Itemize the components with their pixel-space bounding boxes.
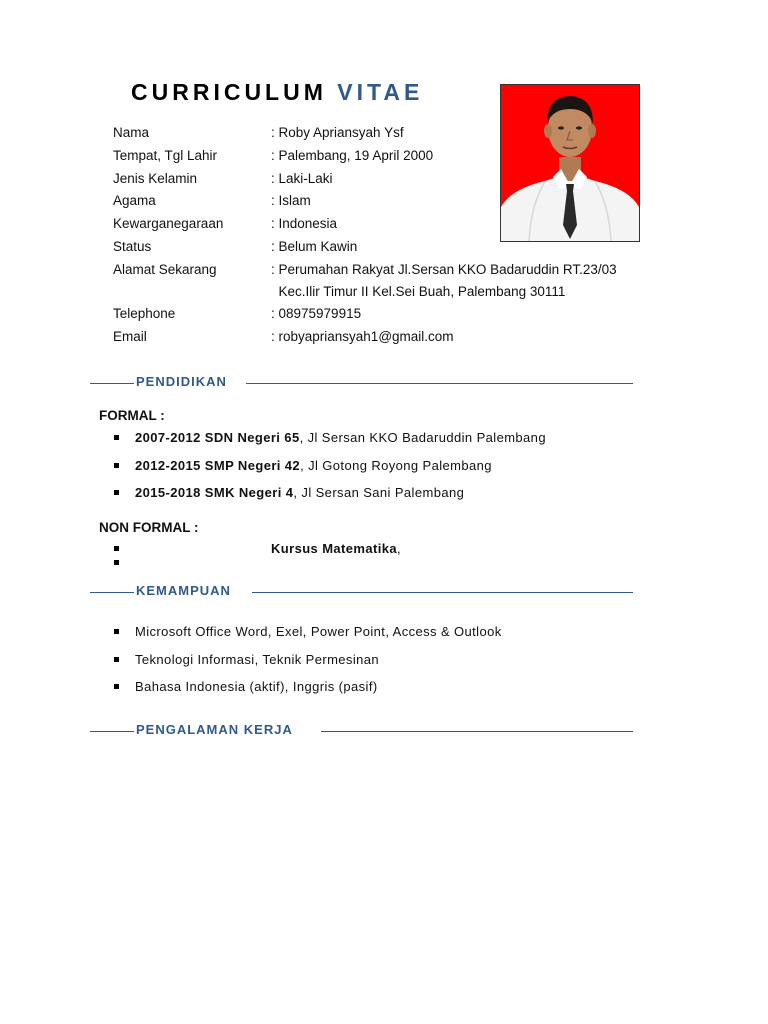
title-part-1: CURRICULUM <box>131 79 338 105</box>
item-text: , Jl Sersan Sani Palembang <box>293 485 465 500</box>
item-text: , Jl Sersan KKO Badaruddin Palembang <box>299 430 546 445</box>
section-divider <box>246 383 633 384</box>
info-label: Jenis Kelamin <box>113 171 198 186</box>
info-value: Kec.Ilir Timur II Kel.Sei Buah, Palembang 30111 <box>271 284 566 299</box>
section-divider <box>90 383 134 384</box>
section-divider <box>90 592 134 593</box>
info-value: : 08975979915 <box>271 306 362 321</box>
bullet-icon <box>114 684 119 689</box>
bullet-icon <box>114 546 119 551</box>
nonformal-heading: NON FORMAL : <box>99 520 199 535</box>
bullet-icon <box>114 490 119 495</box>
info-label: Agama <box>113 193 156 208</box>
document-title <box>131 79 423 106</box>
bullet-icon <box>114 560 119 565</box>
section-pendidikan <box>90 374 633 392</box>
info-label: Kewarganegaraan <box>113 216 224 231</box>
profile-photo <box>500 84 640 242</box>
formal-heading: FORMAL : <box>99 408 165 423</box>
item-bold: Kursus Matematika <box>271 541 398 556</box>
skill-text: Teknologi Informasi, Teknik Permesinan <box>135 652 380 667</box>
info-label: Status <box>113 239 152 254</box>
info-value: : Belum Kawin <box>271 239 358 254</box>
info-value: : Roby Apriansyah Ysf <box>271 125 404 140</box>
section-divider <box>321 731 633 732</box>
item-bold: 2015-2018 SMK Negeri 4 <box>135 485 294 500</box>
section-title: PENDIDIKAN <box>136 374 227 389</box>
skill-text: Bahasa Indonesia (aktif), Inggris (pasif) <box>135 679 378 694</box>
bullet-icon <box>114 435 119 440</box>
info-label: Nama <box>113 125 150 140</box>
info-label: Telephone <box>113 306 176 321</box>
bullet-icon <box>114 629 119 634</box>
info-label: Tempat, Tgl Lahir <box>113 148 218 163</box>
section-title: KEMAMPUAN <box>136 583 231 598</box>
section-divider <box>90 731 134 732</box>
section-kemampuan <box>90 583 633 601</box>
info-value: : Islam <box>271 193 311 208</box>
item-text: , <box>397 541 402 556</box>
skill-text: Microsoft Office Word, Exel, Power Point, Access & Outlook <box>135 624 502 639</box>
info-value: : Indonesia <box>271 216 338 231</box>
bullet-icon <box>114 463 119 468</box>
info-value: : Laki-Laki <box>271 171 333 186</box>
info-label: Email <box>113 329 147 344</box>
info-label: Alamat Sekarang <box>113 262 217 277</box>
section-title: PENGALAMAN KERJA <box>136 722 293 737</box>
section-divider <box>252 592 633 593</box>
item-bold: 2007-2012 SDN Negeri 65 <box>135 430 300 445</box>
item-text: , Jl Gotong Royong Palembang <box>300 458 492 473</box>
info-value: : robyapriansyah1@gmail.com <box>271 329 454 344</box>
info-value: : Perumahan Rakyat Jl.Sersan KKO Badaruddin RT.23/03 <box>271 262 617 277</box>
item-bold: 2012-2015 SMP Negeri 42 <box>135 458 301 473</box>
title-part-2: VITAE <box>337 79 424 105</box>
bullet-icon <box>114 657 119 662</box>
info-value: : Palembang, 19 April 2000 <box>271 148 434 163</box>
section-pengalaman-kerja <box>90 722 633 740</box>
